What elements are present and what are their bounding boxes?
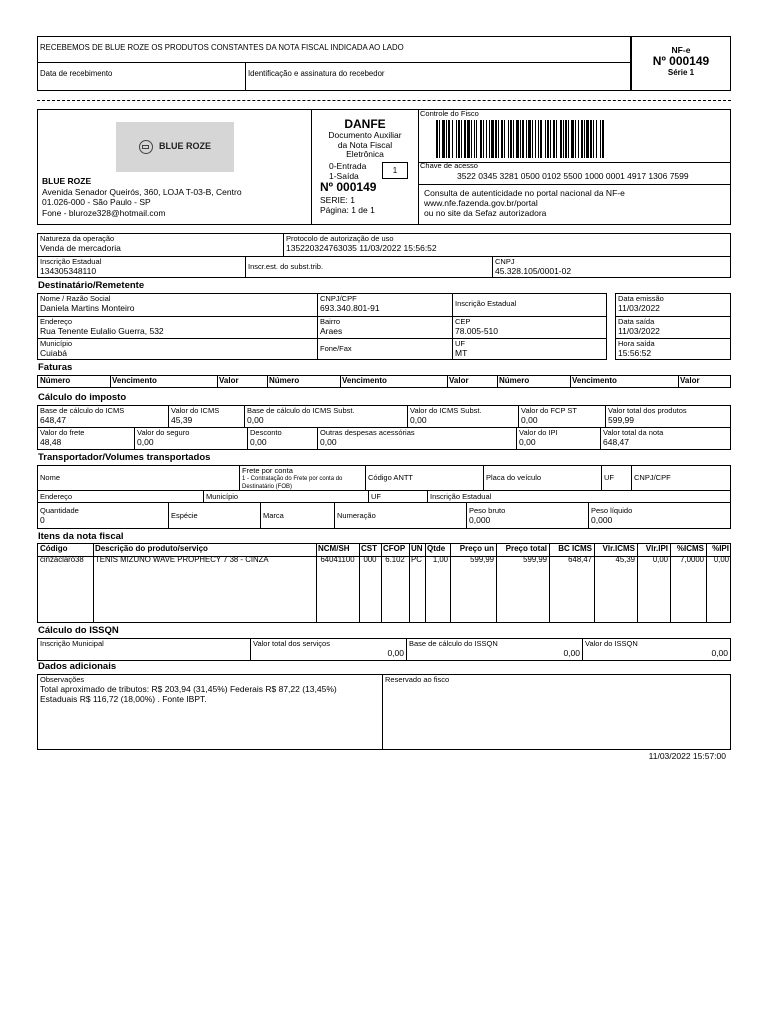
recipient-phone-label: Fone/Fax [320,344,352,353]
items-col-cst: CST [361,544,377,553]
invoices-header [37,375,731,388]
recipient-city: Cuiabá [40,348,67,358]
company-logo [116,122,234,172]
quantity-value: 0 [40,515,45,525]
carrier-uf-label: UF [604,473,614,482]
item-pct-icms: 7,0000 [680,556,704,564]
recipient-city-label: Município [40,339,73,348]
issqn-value: 0,00 [711,648,728,658]
receipt-number: Nº 000149 [652,54,710,69]
carrier-uf2-label: UF [371,492,381,501]
item-cst: 000 [363,556,377,564]
items-col-vlr-ipi: Vlr.IPI [645,544,668,553]
tax-base-icms: 648,47 [40,415,66,425]
tax-section-title: Cálculo do imposto [38,392,127,403]
danfe-number: Nº 000149 [320,180,377,194]
issuer-city: 01.026-000 - São Paulo - SP [42,197,151,207]
danfe-subtitle-3: Eletrônica [346,148,384,159]
municipal-reg-label: Inscrição Municipal [40,639,104,648]
exit-time: 15:56:52 [618,348,652,358]
invoice-col-value-1: Valor [219,376,239,385]
carrier-grid [37,465,731,529]
fiscal-reserved-label: Reservado ao fisco [385,675,450,684]
invoice-col-due-1: Vencimento [112,376,157,385]
item-cfop: 6.102 [385,556,405,564]
issuer-box [37,109,312,225]
barcode [436,120,711,158]
items-col-cfop: CFOP [383,544,406,553]
fiscal-control-label: Controle do Fisco [420,109,479,118]
entrada-label: 0-Entrada [329,161,367,171]
invoice-col-value-3: Valor [680,376,700,385]
additional-section-title: Dados adicionais [38,661,117,672]
invoice-col-number-3: Número [499,376,530,385]
danfe-subtitle-2: da Nota Fiscal [337,139,393,150]
access-key-label: Chave de acesso [420,161,478,170]
tax-invoice-total-label: Valor total da nota [603,428,664,437]
items-section-title: Itens da nota fiscal [38,531,124,542]
danfe-serie: SERIE: 1 [320,195,355,205]
additional-grid [37,674,731,750]
recipient-name-label: Nome / Razão Social [40,294,111,303]
logo-text: BLUE ROZE [158,141,211,152]
invoice-col-due-3: Vencimento [572,376,617,385]
recipient-address-label: Endereço [40,317,73,326]
tax-icms-st-label: Valor do ICMS Subst. [410,406,482,415]
invoices-section-title: Faturas [38,362,73,373]
issqn-base-label: Base de cálculo do ISSQN [409,639,498,648]
receipt-date-label: Data de recebimento [40,69,113,78]
items-col-ncm: NCM/SH [318,544,350,553]
tax-invoice-total: 648,47 [603,437,629,447]
recipient-uf-label: UF [455,339,465,348]
items-table [37,543,731,623]
tax-other-expenses: 0,00 [320,437,337,447]
items-col-pct-ipi: %IPI [712,544,729,553]
items-col-total-price: Preço total [505,544,547,553]
issuer-contact: Fone - bluroze328@hotmail.com [42,207,166,218]
carrier-address-label: Endereço [40,492,73,501]
protocol-label: Protocolo de autorização de uso [286,234,394,243]
recipient-cep: 78.005-510 [455,326,499,336]
item-pct-ipi: 0,00 [713,556,729,564]
tax-discount: 0,00 [250,437,267,447]
issuer-address: Avenida Senador Queirós, 360, LOJA T-03-B, Centro [42,186,242,197]
receipt-nfe-label: NF-e [671,45,691,55]
tax-icms: 45,39 [171,415,193,425]
recipient-name: Daniela Martins Monteiro [40,303,135,313]
issqn-base: 0,00 [563,648,580,658]
tax-insurance-label: Valor do seguro [137,428,190,437]
tax-base-st: 0,00 [247,415,264,425]
gross-weight: 0,000 [469,515,491,525]
nature-value: Venda de mercadoria [40,243,121,253]
tax-grid [37,405,731,450]
tax-products-total-label: Valor total dos produtos [608,406,687,415]
logo-icon [139,140,153,154]
exit-time-label: Hora saída [618,339,655,348]
item-vlr-ipi: 0,00 [652,556,668,564]
item-un: PC [411,556,422,564]
recipient-district-label: Bairro [320,317,341,326]
recipient-cpf-label: CNPJ/CPF [320,294,357,303]
tax-ipi-label: Valor do IPI [519,428,558,437]
recipient-cpf: 693.340.801-91 [320,303,380,313]
receipt-nfe-box [631,36,731,91]
species-label: Espécie [171,511,198,520]
freight-value: 1 - Contratação do Frete por conta do Destinatário (FOB) [242,476,343,490]
issqn-grid [37,638,731,661]
danfe-box [312,109,418,225]
item-unit-price: 599,99 [470,556,494,564]
danfe-subtitle-1: Documento Auxiliar [328,130,402,141]
quantity-label: Quantidade [40,506,79,515]
danfe-title: DANFE [344,117,386,131]
exit-date-label: Data saída [618,317,655,326]
tax-icms-label: Valor do ICMS [171,406,220,415]
issue-date-label: Data emissão [618,294,664,303]
invoice-col-due-2: Vencimento [342,376,387,385]
receipt-stub [37,36,631,91]
item-description: TENIS MIZUNO WAVE PROPHECY 7 38 - CINZA [95,556,269,564]
receipt-signature-label: Identificação e assinatura do recebedor [248,69,385,78]
state-reg-value: 134305348110 [40,266,97,276]
consult-link[interactable]: www.nfe.fazenda.gov.br/portal [424,198,538,208]
carrier-cnpj-label: CNPJ/CPF [634,473,671,482]
tax-insurance: 0,00 [137,437,154,447]
issue-date: 11/03/2022 [618,303,660,313]
danfe-page: Página: 1 de 1 [320,205,375,215]
items-col-qty: Qtde [427,544,446,553]
state-reg-label: Inscrição Estadual [40,257,102,266]
item-code: cinzaclaro38 [40,556,84,564]
tax-fcp-st: 0,00 [521,415,538,425]
tax-base-icms-label: Base de cálculo do ICMS [40,406,125,415]
tax-freight: 48,48 [40,437,62,447]
subst-reg-label: Inscr.est. do subst.trib. [248,262,324,271]
antt-label: Código ANTT [368,473,414,482]
invoice-col-value-2: Valor [449,376,469,385]
observations-label: Observações [40,675,85,684]
operation-grid [37,233,731,278]
tax-icms-st: 0,00 [410,415,427,425]
observations-line-2: Estaduais R$ 116,72 (18,00%) . Fonte IBPT. [40,694,207,704]
recipient-grid [37,293,607,360]
items-col-bc-icms: BC ICMS [558,544,592,553]
items-col-code: Código [40,544,68,553]
cnpj-value: 45.328.105/0001-02 [495,266,572,276]
tax-fcp-st-label: Valor do FCP ST [521,406,577,415]
exit-date: 11/03/2022 [618,326,660,336]
receipt-statement: RECEBEMOS DE BLUE ROZE OS PRODUTOS CONSTANTES DA NOTA FISCAL INDICADA AO LADO [40,43,404,52]
tax-freight-label: Valor do frete [40,428,85,437]
receipt-series: Série 1 [667,67,695,77]
brand-label: Marca [263,511,284,520]
plate-label: Placa do veículo [486,473,542,482]
nature-label: Natureza da operação [40,234,115,243]
services-total-label: Valor total dos serviços [253,639,330,648]
print-timestamp: 11/03/2022 15:57:00 [648,751,726,761]
net-weight-label: Peso líquido [591,506,633,515]
item-vlr-icms: 45,39 [615,556,635,564]
recipient-uf: MT [455,348,468,358]
item-bc-icms: 648,47 [568,556,592,564]
cut-line [37,100,731,101]
carrier-city-label: Município [206,492,239,501]
items-col-pct-icms: %ICMS [676,544,704,553]
carrier-name-label: Nome [40,473,61,482]
recipient-address: Rua Tenente Eulalio Guerra, 532 [40,326,164,336]
carrier-section-title: Transportador/Volumes transportados [38,452,211,463]
issqn-value-label: Valor do ISSQN [585,639,638,648]
items-col-unit-price: Preço un [459,544,494,553]
freight-label: Frete por conta [242,466,293,475]
item-total-price: 599,99 [523,556,547,564]
tax-other-expenses-label: Outras despesas acessórias [320,428,415,437]
consult-line-3: ou no site da Sefaz autorizadora [424,208,547,218]
tax-products-total: 599,99 [608,415,634,425]
invoice-col-number-1: Número [40,376,71,385]
items-col-un: UN [411,544,423,553]
cnpj-label: CNPJ [495,257,515,266]
tax-ipi: 0,00 [519,437,536,447]
tax-base-st-label: Base de cálculo do ICMS Subst. [247,406,355,415]
item-ncm: 64041100 [320,556,355,564]
access-key: 3522 0345 3281 0500 0102 5500 1000 0001 4917 1306 7599 [457,171,689,181]
observations-line-1: Total aproximado de tributos: R$ 203,94 (31,45%) Federais R$ 87,22 (13,45%) [40,684,337,694]
item-qty: 1,00 [432,556,448,564]
invoice-col-number-2: Número [269,376,300,385]
recipient-ie-label: Inscrição Estadual [455,299,517,308]
items-col-description: Descrição do produto/serviço [95,544,208,553]
net-weight: 0,000 [591,515,613,525]
saida-label: 1-Saída [329,171,359,181]
services-total: 0,00 [387,648,404,658]
carrier-ie-label: Inscrição Estadual [430,492,492,501]
recipient-section-title: Destinatário/Remetente [38,280,145,291]
recipient-cep-label: CEP [455,317,471,326]
consult-line-1: Consulta de autenticidade no portal nacional da NF-e [424,188,625,198]
gross-weight-label: Peso bruto [469,506,506,515]
fiscal-box [418,109,731,225]
tax-discount-label: Desconto [250,428,282,437]
issqn-section-title: Cálculo do ISSQN [38,625,119,636]
items-col-vlr-icms: Vlr.ICMS [602,544,635,553]
dates-grid [615,293,731,360]
numbering-label: Numeração [337,511,376,520]
operation-type-box: 1 [382,162,408,179]
protocol-value: 135220324763035 11/03/2022 15:56:52 [286,243,437,253]
issuer-name: BLUE ROZE [42,176,92,186]
recipient-district: Araes [320,326,343,336]
